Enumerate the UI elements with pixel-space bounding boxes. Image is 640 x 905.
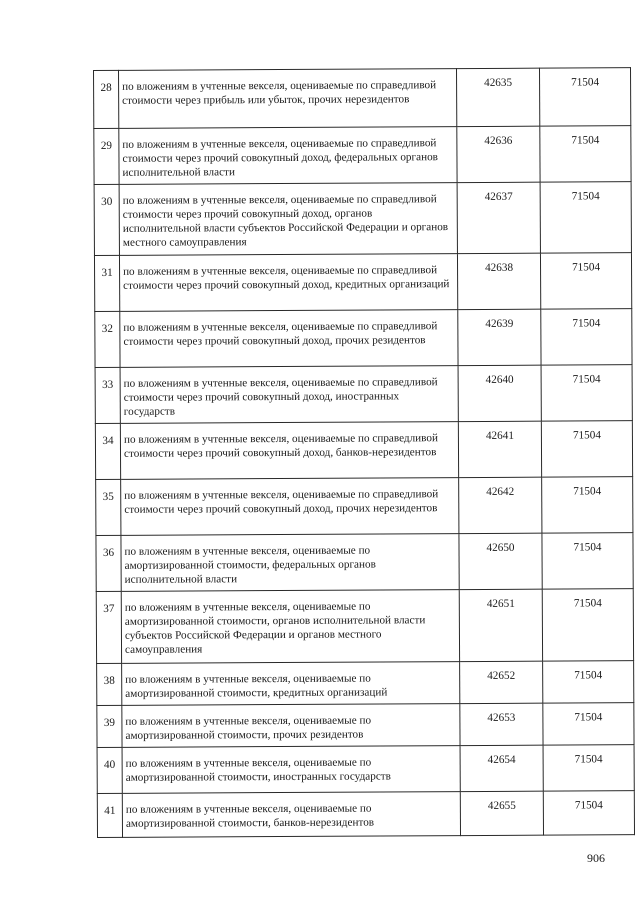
row-description: по вложениям в учтенные векселя, оцениваемые по амортизированной стоимости, органов исполнительной власти субъектов Российской Федерации и органов местного самоуправления <box>121 590 459 664</box>
account-number: 42637 <box>457 182 540 253</box>
table-row <box>94 126 631 185</box>
table-row <box>95 365 632 424</box>
row-number: 28 <box>94 70 119 128</box>
row-description: по вложениям в учтенные векселя, оцениваемые по справедливой стоимости через прочий совокупный доход, банков-нерезидентов <box>120 422 458 480</box>
table-row <box>95 309 632 368</box>
table-row <box>97 703 634 748</box>
row-description: по вложениям в учтенные векселя, оцениваемые по амортизированной стоимости, банков-нерезидентов <box>122 792 460 838</box>
account-number: 42635 <box>456 68 539 126</box>
account-number: 42642 <box>459 477 542 533</box>
symbol-code: 71504 <box>542 589 633 661</box>
table-row <box>96 477 633 536</box>
row-description: по вложениям в учтенные векселя, оцениваемые по амортизированной стоимости, кредитных организаций <box>122 662 460 706</box>
symbol-code: 71504 <box>539 68 630 126</box>
row-description: по вложениям в учтенные векселя, оцениваемые по справедливой стоимости через прочий совокупный доход, прочих резидентов <box>120 310 458 368</box>
account-number: 42638 <box>457 253 540 309</box>
row-description: по вложениям в учтенные векселя, оцениваемые по справедливой стоимости через прочий совокупный доход, иностранных государств <box>120 366 458 424</box>
table-row <box>96 533 633 592</box>
row-number: 32 <box>95 311 120 367</box>
row-number: 31 <box>94 255 119 311</box>
table-row <box>97 745 634 794</box>
account-number: 42650 <box>459 533 542 589</box>
row-number: 29 <box>94 128 119 184</box>
row-description: по вложениям в учтенные векселя, оцениваемые по справедливой стоимости через прочий совокупный доход, федеральных органов исполнительной власти <box>119 127 457 185</box>
row-description: по вложениям в учтенные векселя, оцениваемые по справедливой стоимости через прочий совокупный доход, прочих нерезидентов <box>121 478 459 536</box>
symbol-code: 71504 <box>541 421 632 477</box>
account-number: 42651 <box>459 589 542 661</box>
page-number: 906 <box>587 851 605 865</box>
row-description: по вложениям в учтенные векселя, оцениваемые по справедливой стоимости через прочий совокупный доход, кредитных организаций <box>119 254 457 312</box>
row-number: 35 <box>96 479 121 535</box>
account-number: 42641 <box>458 421 541 477</box>
account-number: 42655 <box>460 791 543 835</box>
row-number: 39 <box>97 705 122 747</box>
account-number: 42654 <box>460 745 543 791</box>
symbol-code: 71504 <box>543 745 634 791</box>
symbol-code: 71504 <box>541 365 632 421</box>
row-description: по вложениям в учтенные векселя, оцениваемые по амортизированной стоимости, федеральных органов исполнительной власти <box>121 534 459 592</box>
accounts-table-body <box>94 68 635 838</box>
symbol-code: 71504 <box>543 791 634 835</box>
table-row <box>95 421 632 480</box>
account-number: 42640 <box>458 365 541 421</box>
table-row <box>94 68 631 129</box>
row-description: по вложениям в учтенные векселя, оцениваемые по справедливой стоимости через прочий совокупный доход, органов исполнительной власти субъектов Российской Федерации и органов местного самоуправления <box>119 183 457 256</box>
row-number: 41 <box>97 793 122 837</box>
row-description: по вложениям в учтенные векселя, оцениваемые по амортизированной стоимости, прочих резидентов <box>122 704 460 748</box>
symbol-code: 71504 <box>541 309 632 365</box>
account-number: 42636 <box>457 126 540 182</box>
row-number: 33 <box>95 367 120 423</box>
symbol-code: 71504 <box>543 703 634 745</box>
row-number: 37 <box>96 591 121 663</box>
symbol-code: 71504 <box>540 253 631 309</box>
symbol-code: 71504 <box>540 126 631 182</box>
table-row <box>94 182 631 256</box>
row-number: 30 <box>94 184 119 255</box>
symbol-code: 71504 <box>542 477 633 533</box>
account-number: 42639 <box>458 309 541 365</box>
row-number: 34 <box>95 423 120 479</box>
accounts-table <box>93 67 635 838</box>
row-description: по вложениям в учтенные векселя, оцениваемые по амортизированной стоимости, иностранных государств <box>122 746 460 794</box>
table-row <box>97 661 634 706</box>
row-number: 40 <box>97 747 122 793</box>
table-row <box>97 791 634 838</box>
table-row <box>94 253 631 312</box>
account-number: 42652 <box>460 661 543 703</box>
account-number: 42653 <box>460 703 543 745</box>
table-row <box>96 589 633 664</box>
row-number: 38 <box>97 663 122 705</box>
row-number: 36 <box>96 535 121 591</box>
symbol-code: 71504 <box>543 661 634 703</box>
symbol-code: 71504 <box>540 182 631 253</box>
symbol-code: 71504 <box>542 533 633 589</box>
row-description: по вложениям в учтенные векселя, оцениваемые по справедливой стоимости через прибыль или убыток, прочих нерезидентов <box>119 69 457 129</box>
